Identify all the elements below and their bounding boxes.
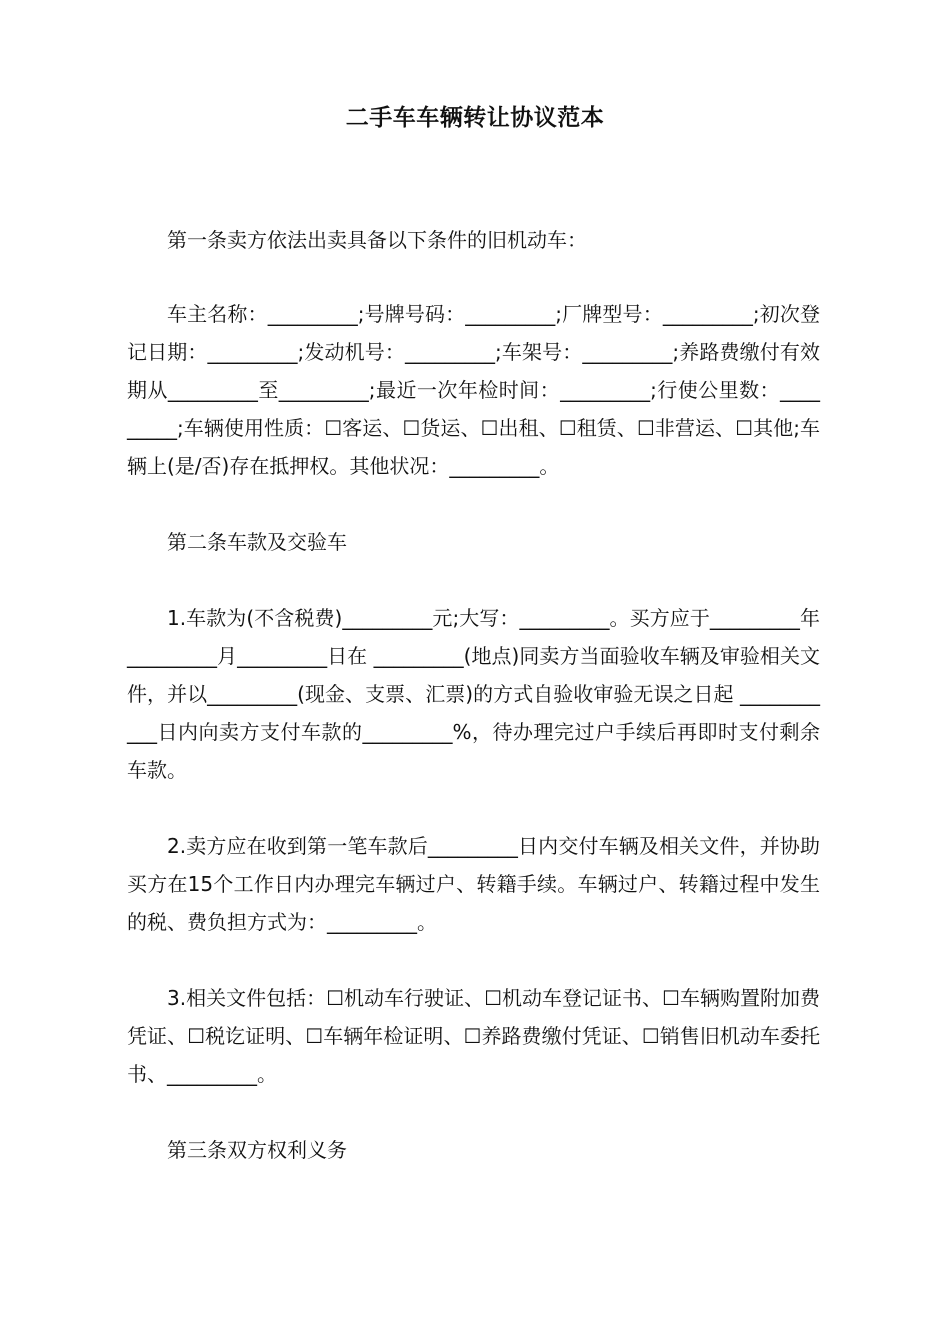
documents-clause-3: 3.相关文件包括：☐机动车行驶证、☐机动车登记证书、☐车辆购置附加费凭证、☐税讫证明、☐车辆年检证明、☐养路费缴付凭证、☐销售旧机动车委托书、_________。 (127, 986, 820, 1086)
payment-clause-1: 1.车款为(不含税费)_________元;大写：_________。买方应于_________年_________月_________日在 _________(地点)同卖方当面验收车辆及审验相关文件，并以_________(现金、支票、汇票)的方式自验收审验无误之日起 ___________日内向卖方支付车款的_________%，待办理完过户手续后再即时支付剩余车款。 (127, 606, 820, 782)
article-one-heading: 第一条卖方依法出卖具备以下条件的旧机动车： (167, 228, 587, 252)
delivery-clause-2: 2.卖方应在收到第一笔车款后_________日内交付车辆及相关文件，并协助买方在15个工作日内办理完车辆过户、转籍手续。车辆过户、转籍过程中发生的税、费负担方式为：_________。 (127, 834, 820, 934)
article-two-heading: 第二条车款及交验车 (167, 530, 347, 554)
vehicle-info-paragraph: 车主名称：_________;号牌号码：_________;厂牌型号：_________;初次登记日期：_________;发动机号：_________;车架号：_________;养路费缴付有效期从_________至_________;最近一次年检时间：_________;行使公里数：_________;车辆使用性质：☐客运、☐货运、☐出租、☐租赁、☐非营运、☐其他;车辆上(是/否)存在抵押权。其他状况：_________。 (127, 302, 820, 478)
document-body (127, 221, 820, 1169)
article-three-heading: 第三条双方权利义务 (167, 1138, 347, 1162)
document-title: 二手车车辆转让协议范本 (345, 105, 605, 131)
